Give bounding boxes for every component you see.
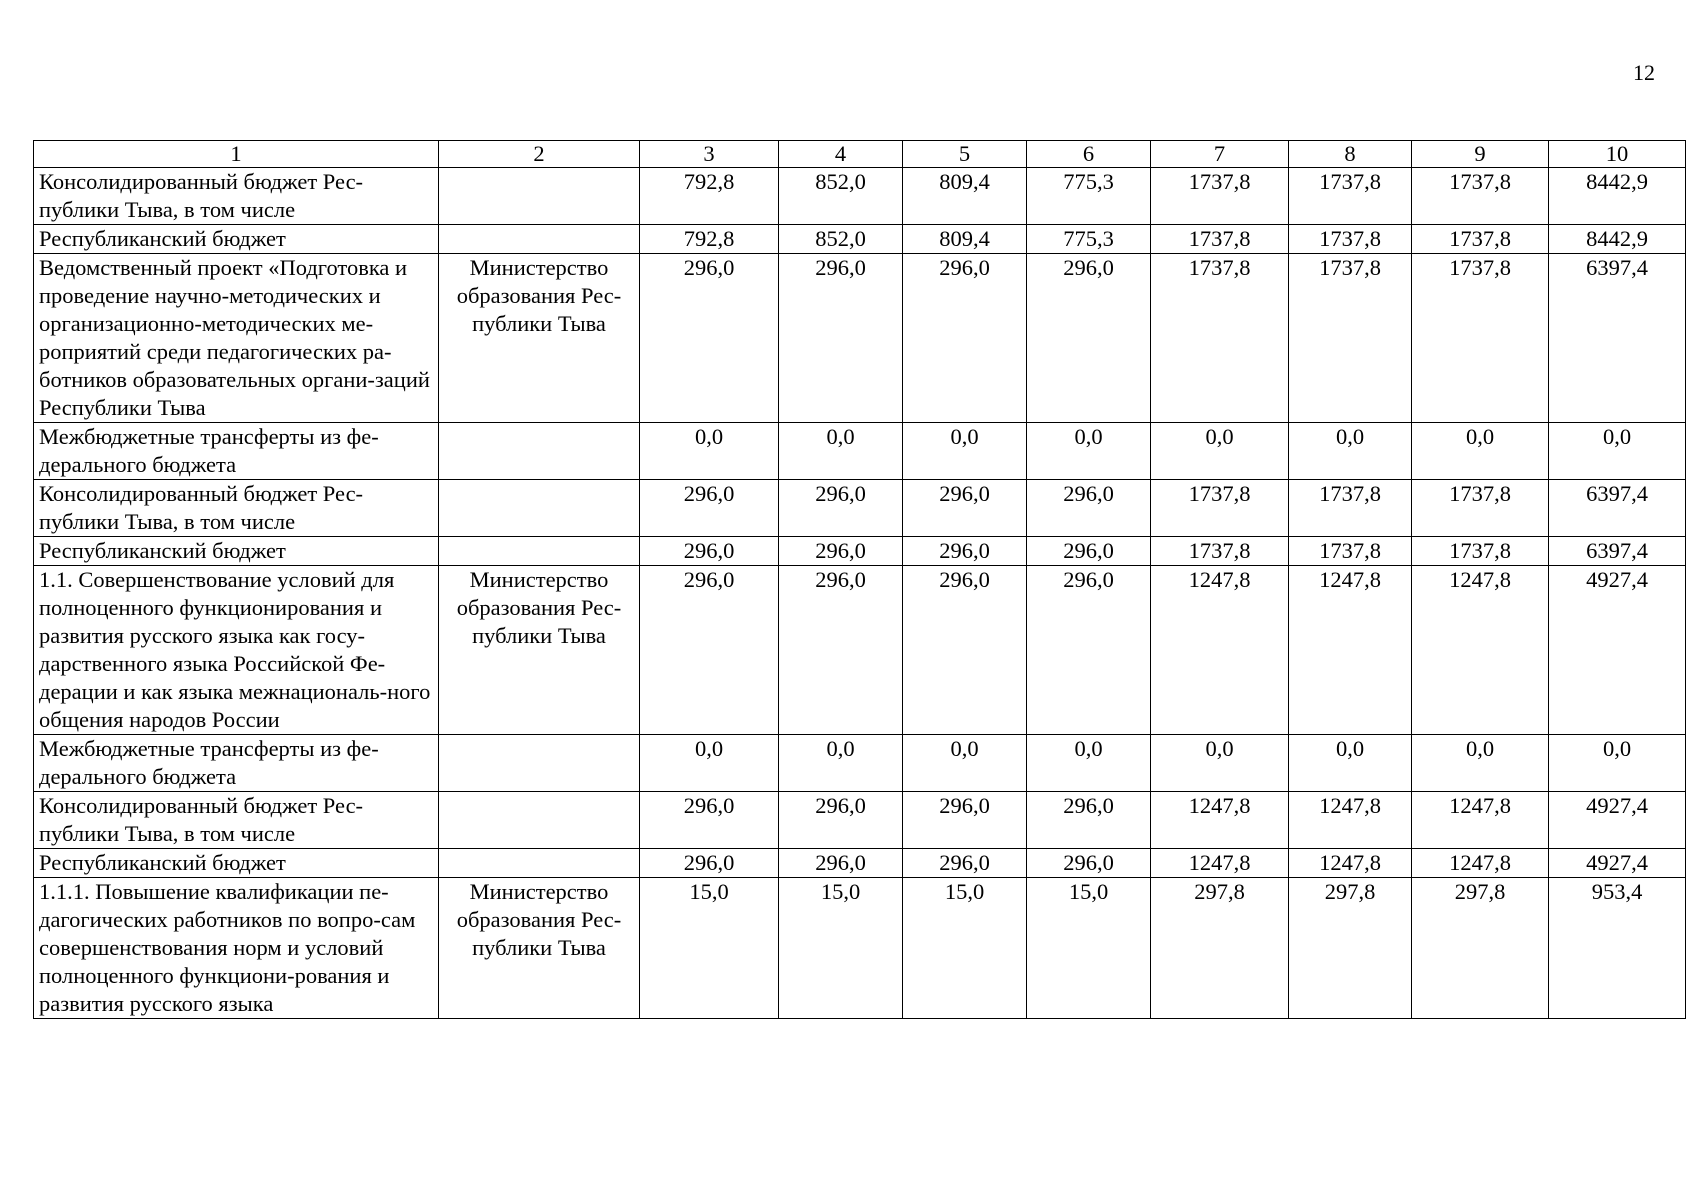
header-cell: 2 <box>439 141 640 168</box>
value-cell: 8442,9 <box>1549 168 1686 225</box>
responsible-cell <box>439 735 640 792</box>
value-cell: 296,0 <box>903 480 1027 537</box>
responsible-cell <box>439 537 640 566</box>
value-cell: 297,8 <box>1151 878 1289 1019</box>
header-cell: 4 <box>779 141 903 168</box>
value-cell: 296,0 <box>640 254 779 423</box>
value-cell: 1247,8 <box>1151 849 1289 878</box>
value-cell: 296,0 <box>779 254 903 423</box>
row-name-cell: Республиканский бюджет <box>34 225 439 254</box>
value-cell: 1737,8 <box>1151 480 1289 537</box>
value-cell: 1737,8 <box>1289 225 1412 254</box>
value-cell: 15,0 <box>640 878 779 1019</box>
row-name-cell: Консолидированный бюджет Рес-публики Тыва, в том числе <box>34 168 439 225</box>
value-cell: 8442,9 <box>1549 225 1686 254</box>
value-cell: 1247,8 <box>1289 849 1412 878</box>
value-cell: 297,8 <box>1289 878 1412 1019</box>
value-cell: 1247,8 <box>1289 792 1412 849</box>
row-name-cell: Республиканский бюджет <box>34 537 439 566</box>
value-cell: 296,0 <box>640 537 779 566</box>
value-cell: 953,4 <box>1549 878 1686 1019</box>
value-cell: 296,0 <box>903 792 1027 849</box>
value-cell: 775,3 <box>1027 225 1151 254</box>
page-number: 12 <box>1633 60 1655 85</box>
responsible-cell <box>439 225 640 254</box>
table-row <box>34 792 1686 849</box>
table-row <box>34 849 1686 878</box>
value-cell: 1737,8 <box>1289 168 1412 225</box>
responsible-cell: Министерство образования Рес-публики Тыва <box>439 878 640 1019</box>
value-cell: 1737,8 <box>1412 480 1549 537</box>
value-cell: 6397,4 <box>1549 480 1686 537</box>
value-cell: 0,0 <box>1549 735 1686 792</box>
value-cell: 296,0 <box>779 792 903 849</box>
header-cell: 1 <box>34 141 439 168</box>
value-cell: 1737,8 <box>1151 168 1289 225</box>
responsible-cell <box>439 423 640 480</box>
value-cell: 1737,8 <box>1151 225 1289 254</box>
row-name-cell: Межбюджетные трансферты из фе-дерального бюджета <box>34 735 439 792</box>
budget-table <box>33 140 1686 1019</box>
header-cell: 9 <box>1412 141 1549 168</box>
value-cell: 1737,8 <box>1151 254 1289 423</box>
value-cell: 296,0 <box>640 792 779 849</box>
value-cell: 1737,8 <box>1289 480 1412 537</box>
row-name-cell: 1.1. Совершенствование условий для полноценного функционирования и развития русского языка как госу-дарственного языка Российской Фе-дерации и как языка межнациональ-ного общения народов России <box>34 566 439 735</box>
header-cell: 10 <box>1549 141 1686 168</box>
value-cell: 0,0 <box>1027 735 1151 792</box>
value-cell: 1247,8 <box>1151 566 1289 735</box>
table-row <box>34 566 1686 735</box>
value-cell: 296,0 <box>1027 480 1151 537</box>
value-cell: 0,0 <box>640 735 779 792</box>
value-cell: 296,0 <box>903 254 1027 423</box>
value-cell: 15,0 <box>1027 878 1151 1019</box>
value-cell: 0,0 <box>903 735 1027 792</box>
value-cell: 852,0 <box>779 168 903 225</box>
header-cell: 7 <box>1151 141 1289 168</box>
value-cell: 0,0 <box>1549 423 1686 480</box>
value-cell: 296,0 <box>903 566 1027 735</box>
header-cell: 3 <box>640 141 779 168</box>
value-cell: 15,0 <box>903 878 1027 1019</box>
value-cell: 0,0 <box>779 735 903 792</box>
header-cell: 6 <box>1027 141 1151 168</box>
value-cell: 1247,8 <box>1289 566 1412 735</box>
table-row <box>34 480 1686 537</box>
value-cell: 0,0 <box>1412 423 1549 480</box>
value-cell: 4927,4 <box>1549 849 1686 878</box>
responsible-cell: Министерство образования Рес-публики Тыва <box>439 254 640 423</box>
value-cell: 15,0 <box>779 878 903 1019</box>
value-cell: 6397,4 <box>1549 254 1686 423</box>
value-cell: 1737,8 <box>1289 537 1412 566</box>
value-cell: 296,0 <box>903 849 1027 878</box>
value-cell: 0,0 <box>903 423 1027 480</box>
value-cell: 0,0 <box>640 423 779 480</box>
value-cell: 1247,8 <box>1412 849 1549 878</box>
row-name-cell: 1.1.1. Повышение квалификации пе-дагогических работников по вопро-сам совершенствования норм и условий полноценного функциони-рования и развития русского языка <box>34 878 439 1019</box>
value-cell: 0,0 <box>1027 423 1151 480</box>
value-cell: 1247,8 <box>1151 792 1289 849</box>
value-cell: 792,8 <box>640 225 779 254</box>
table-row <box>34 168 1686 225</box>
value-cell: 296,0 <box>1027 566 1151 735</box>
row-name-cell: Республиканский бюджет <box>34 849 439 878</box>
value-cell: 792,8 <box>640 168 779 225</box>
value-cell: 296,0 <box>640 849 779 878</box>
responsible-cell <box>439 792 640 849</box>
value-cell: 296,0 <box>779 849 903 878</box>
value-cell: 809,4 <box>903 225 1027 254</box>
value-cell: 0,0 <box>1289 423 1412 480</box>
row-name-cell: Межбюджетные трансферты из фе-дерального бюджета <box>34 423 439 480</box>
value-cell: 0,0 <box>779 423 903 480</box>
value-cell: 4927,4 <box>1549 792 1686 849</box>
value-cell: 1737,8 <box>1289 254 1412 423</box>
row-name-cell: Консолидированный бюджет Рес-публики Тыва, в том числе <box>34 792 439 849</box>
value-cell: 296,0 <box>903 537 1027 566</box>
responsible-cell <box>439 168 640 225</box>
row-name-cell: Консолидированный бюджет Рес-публики Тыва, в том числе <box>34 480 439 537</box>
table-row <box>34 537 1686 566</box>
value-cell: 1737,8 <box>1412 537 1549 566</box>
value-cell: 852,0 <box>779 225 903 254</box>
value-cell: 0,0 <box>1151 423 1289 480</box>
value-cell: 296,0 <box>779 480 903 537</box>
value-cell: 296,0 <box>1027 792 1151 849</box>
value-cell: 4927,4 <box>1549 566 1686 735</box>
value-cell: 297,8 <box>1412 878 1549 1019</box>
value-cell: 1737,8 <box>1151 537 1289 566</box>
responsible-cell <box>439 480 640 537</box>
table-row <box>34 735 1686 792</box>
header-row <box>34 141 1686 168</box>
value-cell: 809,4 <box>903 168 1027 225</box>
value-cell: 775,3 <box>1027 168 1151 225</box>
value-cell: 296,0 <box>779 566 903 735</box>
value-cell: 1247,8 <box>1412 566 1549 735</box>
table-row <box>34 225 1686 254</box>
value-cell: 296,0 <box>640 480 779 537</box>
value-cell: 296,0 <box>779 537 903 566</box>
value-cell: 0,0 <box>1289 735 1412 792</box>
header-cell: 5 <box>903 141 1027 168</box>
value-cell: 1737,8 <box>1412 168 1549 225</box>
responsible-cell <box>439 849 640 878</box>
table-row <box>34 254 1686 423</box>
value-cell: 296,0 <box>1027 849 1151 878</box>
row-name-cell: Ведомственный проект «Подготовка и проведение научно-методических и организационно-методических ме-роприятий среди педагогических ра-ботников образовательных органи-заций Республики Тыва <box>34 254 439 423</box>
value-cell: 0,0 <box>1151 735 1289 792</box>
value-cell: 296,0 <box>1027 254 1151 423</box>
value-cell: 296,0 <box>1027 537 1151 566</box>
value-cell: 296,0 <box>640 566 779 735</box>
header-cell: 8 <box>1289 141 1412 168</box>
table-row <box>34 878 1686 1019</box>
value-cell: 1737,8 <box>1412 254 1549 423</box>
table-row <box>34 423 1686 480</box>
value-cell: 6397,4 <box>1549 537 1686 566</box>
value-cell: 1737,8 <box>1412 225 1549 254</box>
value-cell: 1247,8 <box>1412 792 1549 849</box>
responsible-cell: Министерство образования Рес-публики Тыва <box>439 566 640 735</box>
value-cell: 0,0 <box>1412 735 1549 792</box>
